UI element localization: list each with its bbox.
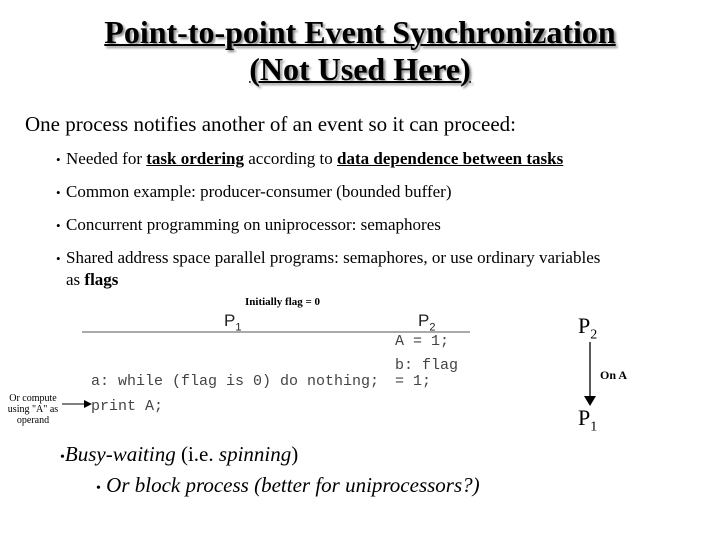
- underlined-term: data dependence between tasks: [337, 149, 564, 168]
- busy-waiting-text: (i.e.: [175, 442, 219, 466]
- code-p2-line-2: b: flag: [395, 357, 459, 374]
- bullet-dot: •: [56, 251, 61, 266]
- bullet-dot: •: [60, 450, 65, 465]
- p1-header-text: P: [224, 311, 236, 330]
- block-process-bullet: [96, 473, 480, 498]
- bullet-text: Common example: producer-consumer (bounded buffer): [66, 182, 452, 201]
- p2-column-header: [418, 311, 435, 333]
- node-p1-sub: 1: [590, 419, 598, 435]
- node-p2-label: P: [578, 313, 591, 338]
- intro-text: One process notifies another of an event so it can proceed:: [25, 112, 516, 136]
- bullet-dot: •: [96, 481, 101, 496]
- busy-waiting-bullet: [60, 442, 298, 467]
- busy-waiting-term: Busy-waiting: [64, 442, 176, 466]
- bullet-dot: •: [56, 152, 61, 167]
- bullet-text: Shared address space parallel programs: semaphores, or use ordinary variables: [66, 248, 601, 267]
- init-label: Initially flag = 0: [245, 296, 321, 308]
- code-p1-line-1: a: while (flag is 0) do nothing;: [91, 373, 380, 390]
- spinning-term: spinning: [218, 442, 292, 466]
- p1-column-header: [224, 311, 241, 333]
- p2-header-text: P: [418, 311, 430, 330]
- bullet-dot: •: [56, 218, 61, 233]
- p2-header-sub: 2: [429, 321, 436, 334]
- bullet-text: according to: [244, 149, 337, 168]
- title-line-2: (Not Used Here): [249, 51, 471, 87]
- node-p1-label: P: [578, 405, 591, 430]
- underlined-term: task ordering: [146, 149, 244, 168]
- code-p2-line-1: A = 1;: [395, 333, 450, 350]
- side-note: Or compute using "A" as operand: [7, 393, 59, 426]
- node-p1: [578, 405, 597, 435]
- bullet-text: Concurrent programming on uniprocessor: semaphores: [66, 215, 441, 234]
- block-process-text: Or block process (better for uniprocessors?): [106, 473, 480, 497]
- code-p2-line-3: = 1;: [395, 373, 432, 390]
- code-p1-line-2: print A;: [91, 398, 164, 415]
- bullet-text: Needed for: [66, 149, 147, 168]
- bullet-text: as: [66, 270, 85, 289]
- p1-header-sub: 1: [235, 321, 242, 334]
- node-p2: [578, 313, 597, 343]
- busy-waiting-close: ): [291, 442, 299, 466]
- edge-label: On A: [600, 368, 628, 382]
- title-line-1: Point-to-point Event Synchronization: [104, 14, 616, 50]
- node-p2-sub: 2: [590, 327, 598, 343]
- bullet-dot: •: [56, 185, 61, 200]
- bold-term: flags: [84, 270, 119, 289]
